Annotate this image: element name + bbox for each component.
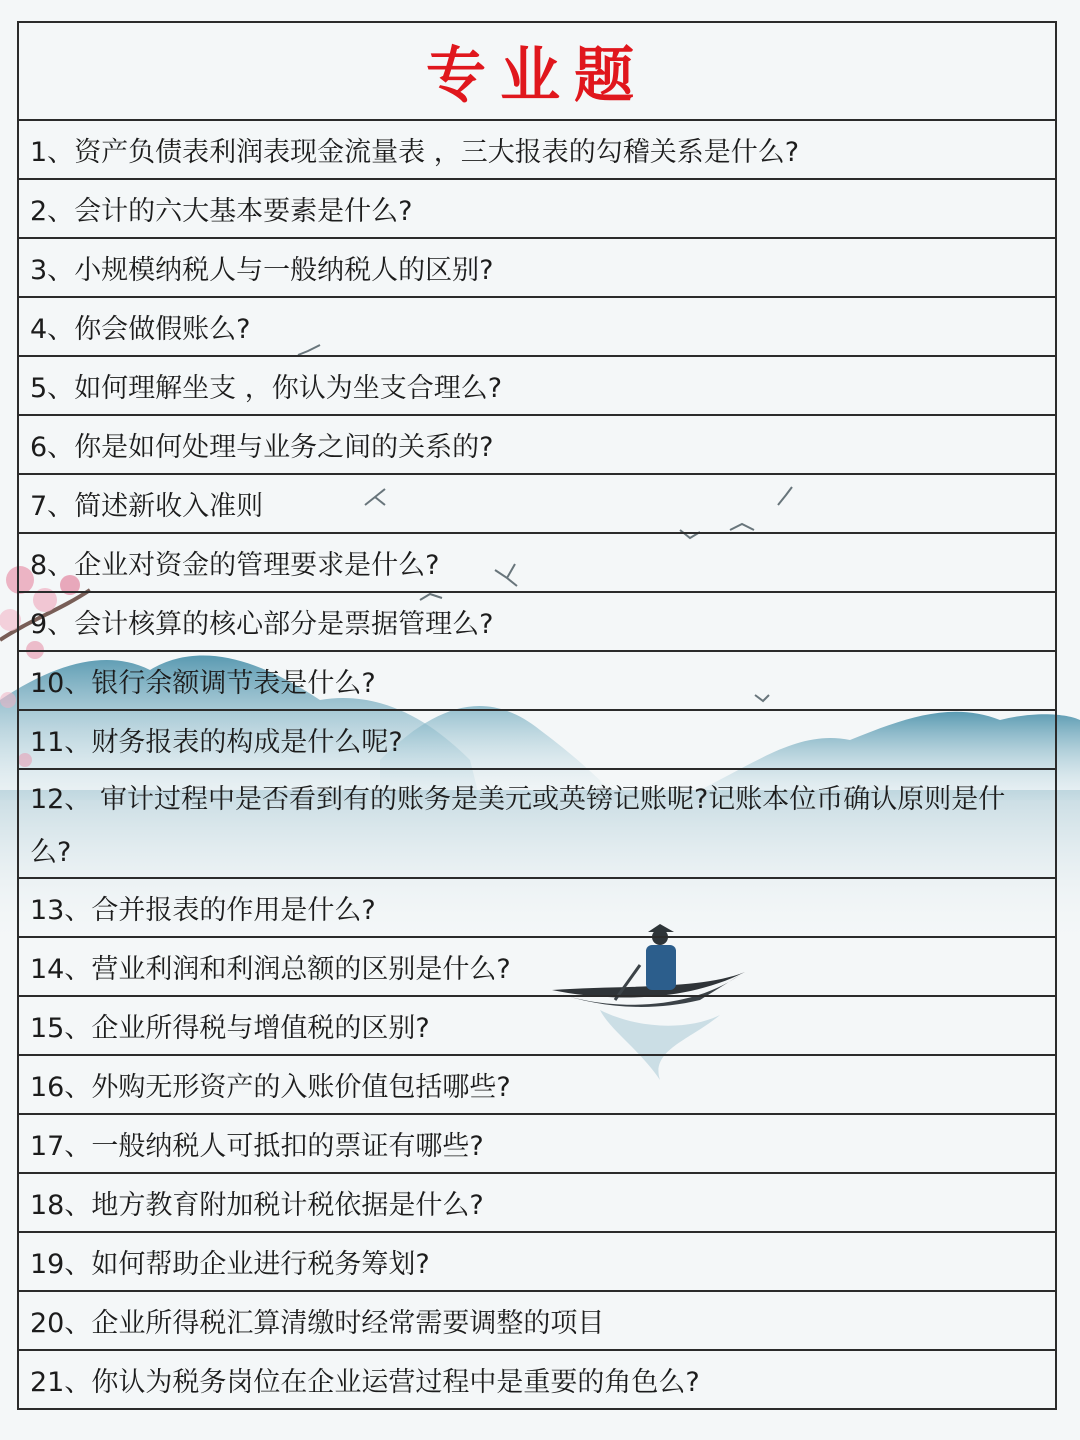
question-sheet: [17, 21, 1057, 1410]
question-text: [30, 773, 1041, 879]
question-text: [30, 130, 799, 169]
question-row: [19, 1174, 1055, 1233]
question-number: 14、: [30, 954, 92, 985]
question-text: [30, 888, 376, 927]
question-body: 企业所得税与增值税的区别?: [91, 1013, 430, 1044]
question-text: [30, 1183, 484, 1222]
question-text: [30, 189, 413, 228]
question-row: [19, 1056, 1055, 1115]
question-row: [19, 534, 1055, 593]
question-row: [19, 770, 1055, 879]
question-text: [30, 1301, 604, 1340]
question-number: 6、: [30, 432, 75, 463]
question-row: [19, 298, 1055, 357]
question-row: [19, 416, 1055, 475]
question-text: [30, 1124, 484, 1163]
question-number: 16、: [30, 1072, 92, 1103]
question-row: [19, 357, 1055, 416]
question-body: 营业利润和利润总额的区别是什么?: [91, 954, 511, 985]
question-body: 你认为税务岗位在企业运营过程中是重要的角色么?: [91, 1367, 700, 1398]
question-body: 简述新收入准则: [74, 491, 264, 522]
question-text: [30, 307, 251, 346]
question-text: [30, 947, 511, 986]
question-row: [19, 1292, 1055, 1351]
question-body: 如何帮助企业进行税务筹划?: [91, 1249, 430, 1280]
question-body: 小规模纳税人与一般纳税人的区别?: [74, 255, 494, 286]
question-number: 4、: [30, 314, 75, 345]
question-body: 如何理解坐支 ，你认为坐支合理么?: [74, 373, 503, 404]
question-text: [30, 425, 494, 464]
question-number: 5、: [30, 373, 75, 404]
title-row: [19, 23, 1055, 121]
question-text: [30, 543, 440, 582]
question-body: 企业对资金的管理要求是什么?: [74, 550, 440, 581]
question-row: [19, 239, 1055, 298]
question-body: 银行余额调节表是什么?: [91, 668, 376, 699]
question-list: [19, 121, 1055, 1410]
question-text: [30, 1006, 430, 1045]
question-number: 10、: [30, 668, 92, 699]
question-text: [30, 1065, 511, 1104]
page-title: 专业题: [426, 41, 648, 111]
question-row: [19, 1115, 1055, 1174]
question-row: [19, 652, 1055, 711]
question-text: [30, 366, 502, 405]
question-row: [19, 711, 1055, 770]
question-number: 17、: [30, 1131, 92, 1162]
question-number: 19、: [30, 1249, 92, 1280]
question-body: 你是如何处理与业务之间的关系的?: [74, 432, 494, 463]
question-number: 15、: [30, 1013, 92, 1044]
question-number: 8、: [30, 550, 75, 581]
question-row: [19, 593, 1055, 652]
question-row: [19, 938, 1055, 997]
question-number: 12、: [30, 784, 92, 815]
question-row: [19, 997, 1055, 1056]
question-body: 合并报表的作用是什么?: [91, 895, 376, 926]
question-number: 3、: [30, 255, 75, 286]
question-text: [30, 720, 403, 759]
question-row: [19, 1351, 1055, 1410]
question-text: [30, 1242, 430, 1281]
question-number: 1、: [30, 137, 75, 168]
question-text: [30, 1360, 700, 1399]
question-row: [19, 1233, 1055, 1292]
question-number: 21、: [30, 1367, 92, 1398]
question-number: 9、: [30, 609, 75, 640]
question-number: 7、: [30, 491, 75, 522]
question-row: [19, 879, 1055, 938]
question-body: 一般纳税人可抵扣的票证有哪些?: [91, 1131, 484, 1162]
question-body: 外购无形资产的入账价值包括哪些?: [91, 1072, 511, 1103]
question-row: [19, 180, 1055, 239]
question-number: 2、: [30, 196, 75, 227]
question-number: 18、: [30, 1190, 92, 1221]
question-row: [19, 121, 1055, 180]
question-body: 审计过程中是否看到有的账务是美元或英镑记账呢?记账本位币确认原则是什么?: [30, 784, 1006, 868]
question-body: 资产负债表利润表现金流量表 ，三大报表的勾稽关系是什么?: [74, 137, 800, 168]
question-body: 企业所得税汇算清缴时经常需要调整的项目: [91, 1308, 605, 1339]
question-body: 你会做假账么?: [74, 314, 251, 345]
question-body: 财务报表的构成是什么呢?: [91, 727, 403, 758]
question-number: 11、: [30, 727, 92, 758]
question-body: 会计核算的核心部分是票据管理么?: [74, 609, 494, 640]
question-text: [30, 484, 263, 523]
question-body: 地方教育附加税计税依据是什么?: [91, 1190, 484, 1221]
question-body: 会计的六大基本要素是什么?: [74, 196, 413, 227]
question-text: [30, 248, 494, 287]
question-text: [30, 602, 494, 641]
question-text: [30, 661, 376, 700]
question-number: 20、: [30, 1308, 92, 1339]
question-number: 13、: [30, 895, 92, 926]
question-row: [19, 475, 1055, 534]
